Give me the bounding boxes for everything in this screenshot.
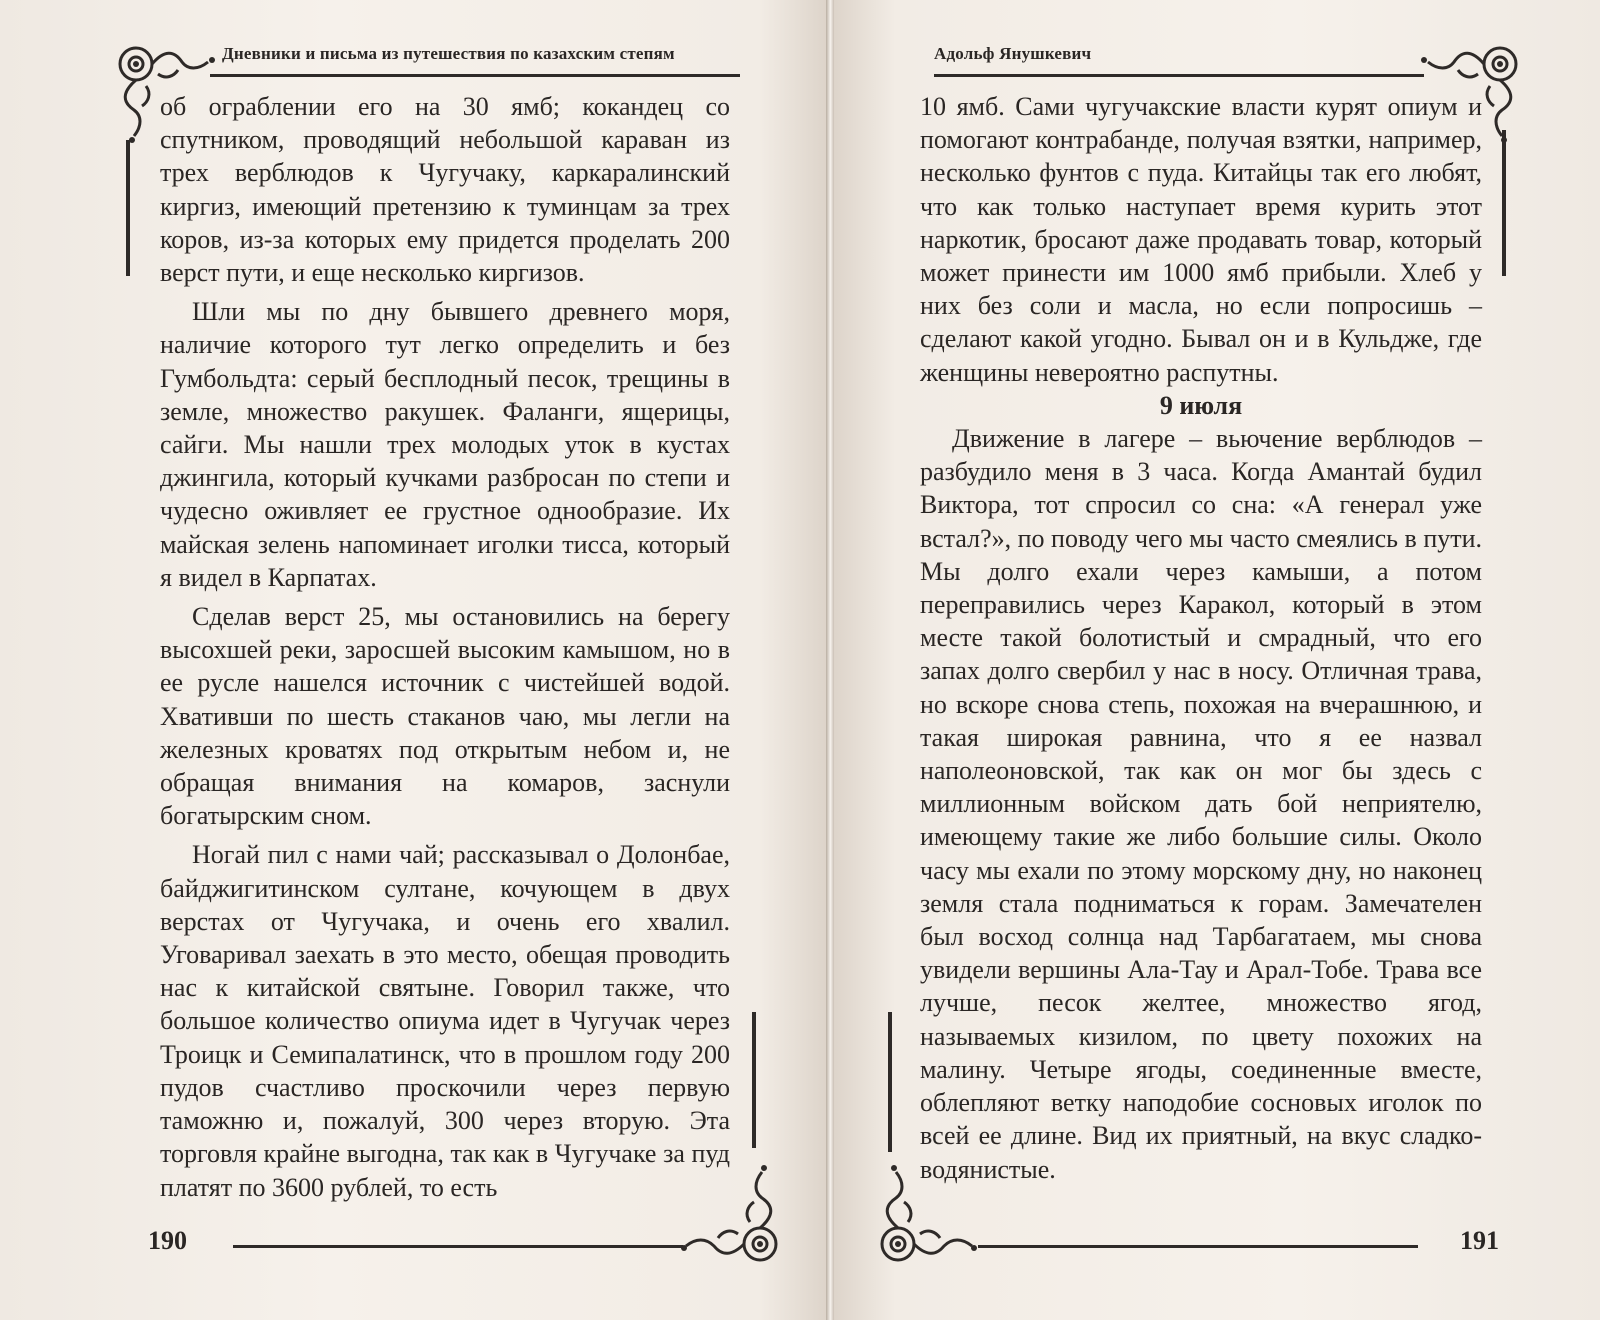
- bottom-right-ornament-icon: [676, 1150, 786, 1270]
- paragraph: об ограблении его на 30 ямб; кокандец со спутником, проводящий небольшой караван из трех верблюдов к Чугучаку, каркаралинский киргиз, имеющий претензию к туминцам за трех коров, из-за которых ему придется проделать 200 верст пути, и еще несколько киргизов.: [160, 92, 730, 288]
- margin-bar: [888, 1012, 892, 1152]
- footer-rule: [233, 1245, 683, 1248]
- paragraph: 10 ямб. Сами чугучакские власти курят опиум и помогают контрабанде, получая взятки, например, несколько фунтов с пуда. Китайцы так его любят, что как только наступает время курить этот наркотик, бросают даже продавать товар, который может принести им 1000 ямб прибыли. Хлеб у них без соли и масла, но если попросишь – сделают какой угодно. Бывал он и в Кульдже, где женщины невероятно распутны.: [920, 92, 1482, 387]
- right-body-text: [920, 90, 1482, 1186]
- left-body-text: [160, 90, 730, 1204]
- paragraph: Ногай пил с нами чай; рассказывал о Долонбае, байджигитинском султане, кочующем в двух верстах от Чугучака, и очень его хвалил. Уговаривал заехать в это место, обещая проводить нас к китайской святыне. Говорил также, что большое количество опиума идет в Чугучак через Троицк и Семипалатинск, что в прошлом году 200 пудов счастливо проскочили через первую таможню и, пожалуй, 300 через вторую. Эта торговля крайне выгодна, так как в Чугучаке за пуд платят по 3600 рублей, то есть: [160, 840, 730, 1202]
- margin-bar: [752, 1012, 756, 1148]
- header-rule: [210, 74, 740, 77]
- bottom-left-ornament-icon: [874, 1150, 984, 1270]
- paragraph: Шли мы по дну бывшего древнего моря, наличие которого тут легко определить и без Гумбольдта: серый бесплодный песок, трещины в земле, множество ракушек. Фаланги, ящерицы, сайги. Мы нашли трех молодых уток в кустах джингила, который кучками разбросан по степи и чудесно оживляет ее грустное однообразие. Их майская зелень напоминает иголки тисса, который я видел в Карпатах.: [160, 297, 730, 592]
- margin-bar: [1502, 130, 1506, 276]
- page-number: 191: [1460, 1226, 1499, 1255]
- page-number: 190: [148, 1226, 187, 1255]
- book-gutter: [826, 0, 834, 1320]
- header-rule: [934, 74, 1424, 77]
- paragraph: Движение в лагере – вьючение верблюдов – разбудило меня в 3 часа. Когда Амантай будил Виктора, тот спросил со сна: «А генерал уже встал?», по поводу чего мы часто смеялись в пути. Мы долго ехали через камыши, а потом переправились через Каракол, который в этом месте такой болотистый и смрадный, что его запах долго свербил у нас в носу. Отличная трава, но вскоре снова степь, похожая на вчерашнюю, и такая широкая равнина, что я ее назвал наполеоновской, так как он мог бы здесь с миллионным войском дать бой неприятелю, имеющему такие же либо большие силы. Около часу мы ехали по этому морскому дну, но наконец земля стала подниматься к горам. Замечателен был восход солнца над Тарбагатаем, мы снова увидели вершины Ала-Тау и Арал-Тобе. Трава все лучше, песок желтее, множество ягод, называемых кизилом, по цвету похожих на малину. Четыре ягоды, соединенные вместе, облепляют ветку наподобие сосновых иголок по всей ее длине. Вид их приятный, на вкус сладко-водянистые.: [920, 424, 1483, 1184]
- date-heading: 9 июля: [1159, 390, 1243, 420]
- paragraph: Сделав верст 25, мы остановились на берегу высохшей реки, заросшей высоким камышом, но в ее русле нашелся источник с чистейшей водой. Хвативши по шесть стаканов чаю, мы легли на железных кроватях под открытым небом и, не обращая внимания на комаров, заснули богатырским сном.: [160, 602, 730, 831]
- footer-rule: [978, 1245, 1418, 1248]
- right-page: [834, 0, 1600, 1320]
- running-head: Адольф Янушкевич: [934, 44, 1092, 63]
- running-head: Дневники и письма из путешествия по казахским степям: [222, 44, 675, 63]
- margin-bar: [126, 140, 130, 276]
